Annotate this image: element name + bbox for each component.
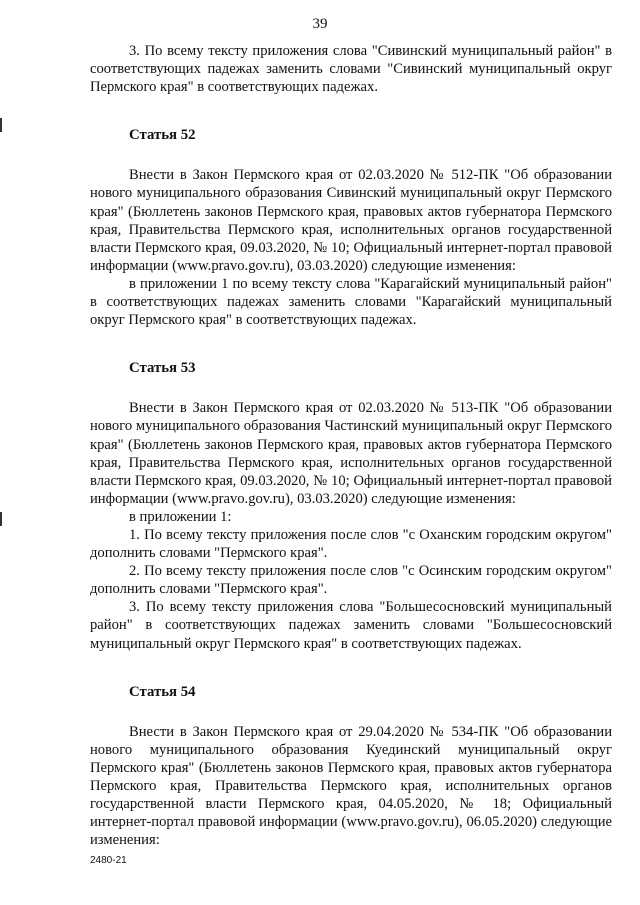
- paragraph: 2. По всему тексту приложения после слов "с Осинским городским округом" дополнить словами "Пермского края".: [90, 563, 612, 598]
- paragraph: Внести в Закон Пермского края от 29.04.2020 № 534-ПК "Об образовании нового муниципального образования Куединский муниципальный округ Пермского края" (Бюллетень законов Пермского края, правовых актов губернатора Пермского края, Правительства Пермского края, исполнительных органов государственной власти Пермского края, 04.05.2020, № 18; Официальный интернет-портал правовой информации (www.pravo.gov.ru), 06.05.2020) следующие изменения:: [90, 723, 612, 849]
- paragraph: в приложении 1 по всему тексту слова "Карагайский муниципальный район" в соответствующих падежах заменить словами "Карагайский муниципальный округ Пермского края" в соответствующих падежах.: [90, 275, 612, 329]
- page-number: 39: [312, 16, 328, 32]
- article-heading: Статья 54: [129, 683, 196, 700]
- paragraph: Внести в Закон Пермского края от 02.03.2020 № 512-ПК "Об образовании нового муниципального образования Сивинский муниципальный округ Пермского края" (Бюллетень законов Пермского края, правовых актов губернатора Пермского края, Правительства Пермского края, исполнительных органов государственной власти Пермского края, 09.03.2020, № 10; Официальный интернет-портал правовой информации (www.pravo.gov.ru), 03.03.2020) следующие изменения:: [90, 167, 612, 274]
- paragraph: 3. По всему тексту приложения слова "Большесосновский муниципальный район" в соответствующих падежах заменить словами "Большесосновский муниципальный округ Пермского края" в соответствующих падежах.: [90, 599, 612, 652]
- document-body: [90, 42, 612, 849]
- margin-mark: [0, 118, 2, 132]
- article-heading: Статья 53: [129, 360, 196, 377]
- article-heading: Статья 52: [129, 127, 196, 144]
- paragraph: 3. По всему тексту приложения слова "Сивинский муниципальный район" в соответствующих падежах заменить словами "Сивинский муниципальный округ Пермского края" в соответствующих падежах.: [90, 43, 612, 96]
- paragraph: 1. По всему тексту приложения после слов "с Оханским городским округом" дополнить словами "Пермского края".: [90, 526, 612, 562]
- document-code: 2480-21: [90, 855, 127, 866]
- margin-mark: [0, 512, 2, 526]
- paragraph: в приложении 1:: [129, 508, 232, 525]
- paragraph: Внести в Закон Пермского края от 02.03.2020 № 513-ПК "Об образовании нового муниципального образования Частинский муниципальный округ Пермского края" (Бюллетень законов Пермского края, правовых актов губернатора Пермского края, Правительства Пермского края, исполнительных органов государственной власти Пермского края, 09.03.2020, № 10; Официальный интернет-портал правовой информации (www.pravo.gov.ru), 03.03.2020) следующие изменения:: [90, 400, 612, 507]
